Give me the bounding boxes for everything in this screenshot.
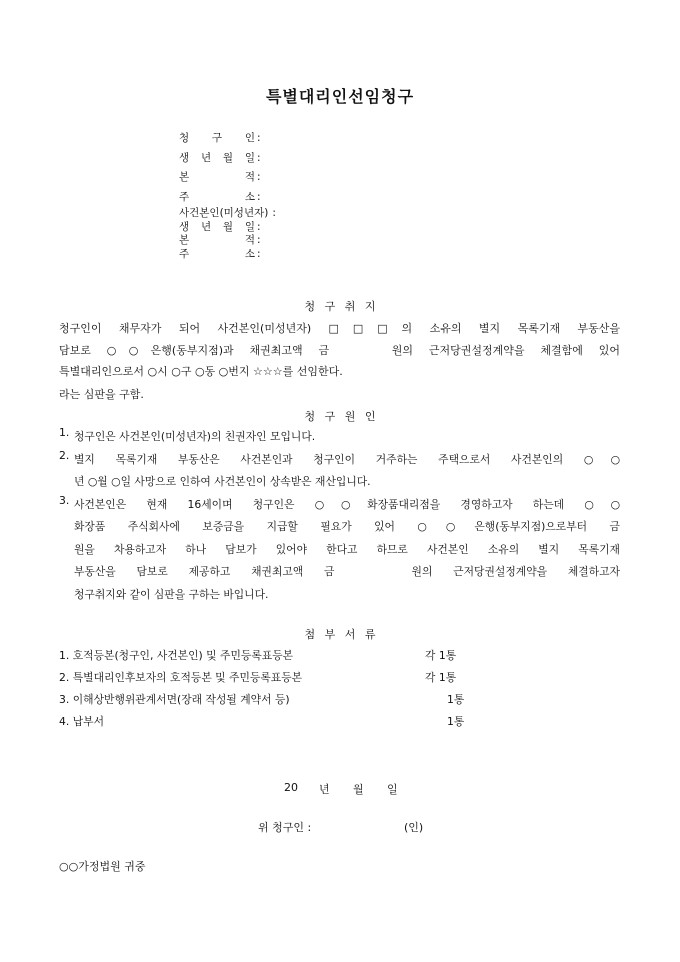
- reason-item: 2. 별지 목록기재 부동산은 사건본인과 청구인이 거주하는 주택으로서 사건본인의 ○○ 년 ○월 ○일 사망으로 인하여 사건본인이 상속받은 재산입니다.: [59, 448, 620, 488]
- purpose-line: 특별대리인으로서 ○시 ○구 ○동 ○번지 ☆☆☆를 선임한다.: [59, 365, 343, 378]
- info-row-subject-birthdate: 생 년 월 일 :: [179, 220, 261, 233]
- info-row-domicile: 본 적 :: [179, 168, 276, 188]
- info-row-birthdate: 생 년 월 일 :: [179, 149, 276, 169]
- document-title: 특별대리인선임청구: [265, 87, 415, 106]
- purpose-paragraph: [59, 318, 620, 383]
- attachments-list: [59, 645, 465, 733]
- reason-item: 3. 사건본인은 현재 16세이며 청구인은 ○○화장품대리점을 경영하고자 하는데 ○○ 화장품 주식회사에 보증금을 지급할 필요가 있어 ○○은행(동부지점)으로부터 금 원을 차용하고자 하나 담보가 있어야 한다고 하므로 사건본인 소유의 별지 목록기재 부동산을 담보로 제공하고 채권최고액 금 원의 근저당권설정계약을 체결하고자 청구취지와 같이 심판을 구하는 바입니다.: [59, 493, 620, 601]
- purpose-closing: 라는 심판을 구함.: [59, 388, 144, 401]
- info-label: 생 년 월 일: [179, 151, 255, 164]
- info-row-address: 주 소 :: [179, 188, 276, 208]
- date-day-label: 일: [387, 783, 398, 796]
- purpose-heading: 청 구 취 지: [304, 300, 376, 313]
- info-row-applicant: 청 구 인 :: [179, 129, 276, 149]
- court-addressee: ○○가정법원 귀중: [59, 860, 146, 873]
- date-month-label: 월: [353, 783, 364, 796]
- info-label: 청 구 인: [179, 132, 255, 144]
- reasons-list: [59, 426, 620, 606]
- info-label: 본 적: [179, 234, 255, 246]
- attachments-heading: 첨 부 서 류: [304, 628, 376, 641]
- date-year-label: 년: [319, 783, 330, 796]
- info-row-subject-address: 주 소 :: [179, 247, 261, 260]
- purpose-line: 청구인이 채무자가 되어 사건본인(미성년자) □□□의 소유의 별지 목록기재 부동산을: [59, 322, 620, 335]
- attachment-item: 3. 이해상반행위관계서면(장래 작성될 계약서 등) 1통: [59, 693, 465, 706]
- attachment-item: 1. 호적등본(청구인, 사건본인) 및 주민등록표등본 각 1통: [59, 649, 457, 662]
- date-year: 20: [284, 781, 298, 794]
- info-label: 주 소: [179, 190, 255, 203]
- attachment-item: 2. 특별대리인후보자의 호적등본 및 주민등록표등본 각 1통: [59, 671, 457, 684]
- signature-label: 위 청구인 :: [258, 821, 312, 834]
- info-label: 본 적: [179, 171, 255, 183]
- reason-item: 1. 청구인은 사건본인(미성년자)의 친권자인 모입니다.: [59, 426, 316, 443]
- info-label: 생 년 월 일: [179, 220, 255, 233]
- purpose-line: 담보로 ○○은행(동부지점)과 채권최고액 금 원의 근저당권설정계약을 체결함에 있어: [59, 343, 620, 357]
- applicant-info-block: [179, 129, 276, 261]
- info-label: 사건본인(미성년자): [179, 207, 269, 219]
- signature-seal: (인): [404, 821, 424, 834]
- attachment-item: 4. 납부서 1통: [59, 715, 465, 728]
- reasons-heading: 청 구 원 인: [304, 410, 376, 423]
- info-label: 주 소: [179, 247, 255, 260]
- info-row-subject: 사건본인(미성년자) :: [179, 207, 276, 219]
- info-row-subject-domicile: 본 적 :: [179, 234, 261, 246]
